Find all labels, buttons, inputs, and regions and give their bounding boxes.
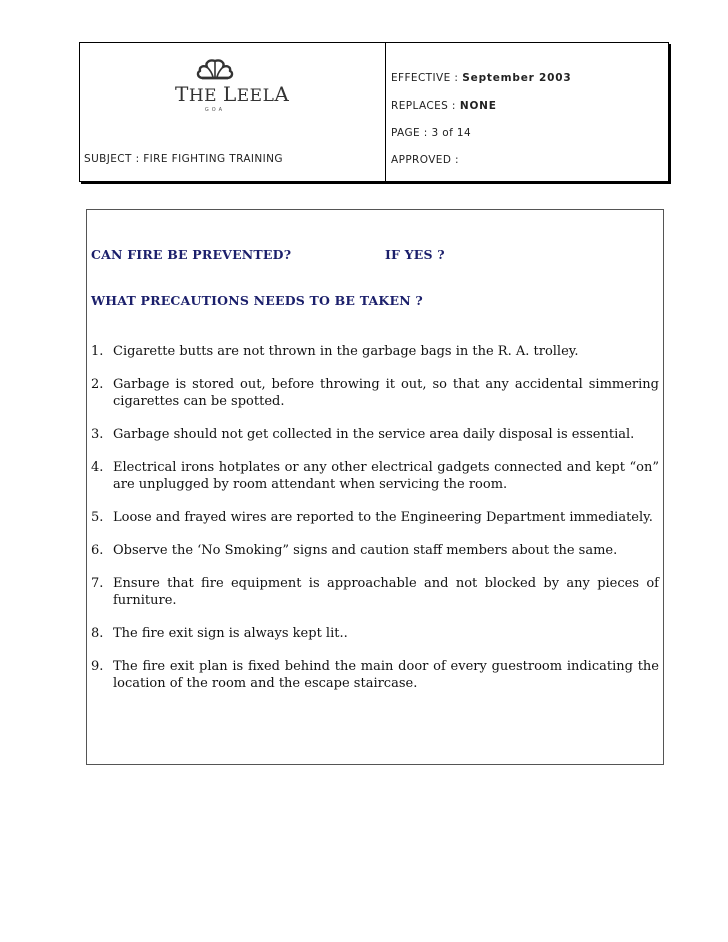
heading-can-fire-be-prevented: CAN FIRE BE PREVENTED? xyxy=(91,247,292,262)
list-item-text: Electrical irons hotplates or any other electrical gadgets connected and kept “on” are unplugged by room attendant when servicing the room. xyxy=(113,460,659,492)
list-item-number: 7. xyxy=(91,576,104,591)
list-item xyxy=(91,343,659,360)
heading-if-yes: IF YES ? xyxy=(385,247,445,262)
list-item-text: Cigarette butts are not thrown in the garbage bags in the R. A. trolley. xyxy=(113,344,579,359)
list-item xyxy=(91,658,659,692)
list-item-text: Garbage should not get collected in the service area daily disposal is essential. xyxy=(113,427,635,442)
page-number: PAGE : 3 of 14 xyxy=(391,127,472,139)
subject-line: SUBJECT : FIRE FIGHTING TRAINING xyxy=(84,153,283,165)
list-item-number: 1. xyxy=(91,344,104,359)
list-item-number: 9. xyxy=(91,659,104,674)
replaces-line xyxy=(391,100,497,112)
list-item-number: 8. xyxy=(91,626,104,641)
logo-letter-t: T xyxy=(175,82,189,106)
logo-letters-he: HE xyxy=(188,86,223,106)
heading-precautions: WHAT PRECAUTIONS NEEDS TO BE TAKEN ? xyxy=(91,293,423,308)
list-item-text: Observe the ‘No Smoking” signs and caution staff members about the same. xyxy=(113,543,618,558)
logo-letters-eel: EEL xyxy=(236,86,275,106)
list-item xyxy=(91,426,659,443)
replaces-label: REPLACES : xyxy=(391,100,456,112)
list-item xyxy=(91,575,659,609)
lotus-logo-icon xyxy=(195,57,235,85)
list-item-number: 6. xyxy=(91,543,104,558)
list-item xyxy=(91,509,659,526)
list-item-number: 4. xyxy=(91,460,104,475)
effective-line xyxy=(391,72,571,84)
logo-location: GOA xyxy=(204,107,226,113)
list-item-number: 2. xyxy=(91,377,104,392)
logo-letter-a: A xyxy=(274,82,290,106)
approved-line: APPROVED : xyxy=(391,154,459,166)
list-item-text: Ensure that fire equipment is approachable and not blocked by any pieces of furniture. xyxy=(113,576,659,608)
header-divider xyxy=(385,43,386,181)
replaces-value: NONE xyxy=(459,100,497,112)
precautions-list xyxy=(91,343,659,692)
list-item-text: Garbage is stored out, before throwing it out, so that any accidental simmering cigarettes can be spotted. xyxy=(113,377,659,409)
hotel-logo xyxy=(175,57,290,113)
logo-letter-l: L xyxy=(222,82,237,106)
list-item-text: Loose and frayed wires are reported to the Engineering Department immediately. xyxy=(113,510,653,525)
effective-value: September 2003 xyxy=(462,72,572,84)
list-item xyxy=(91,376,659,410)
list-item-number: 3. xyxy=(91,427,104,442)
list-item-number: 5. xyxy=(91,510,104,525)
document-header xyxy=(79,42,669,182)
list-item xyxy=(91,542,659,559)
list-item-text: The fire exit sign is always kept lit.. xyxy=(113,626,348,641)
effective-label: EFFECTIVE : xyxy=(391,72,459,84)
list-item xyxy=(91,459,659,493)
list-item-text: The fire exit plan is fixed behind the main door of every guestroom indicating the location of the room and the escape staircase. xyxy=(113,659,659,691)
logo-wordmark xyxy=(175,82,290,106)
list-item xyxy=(91,625,659,642)
